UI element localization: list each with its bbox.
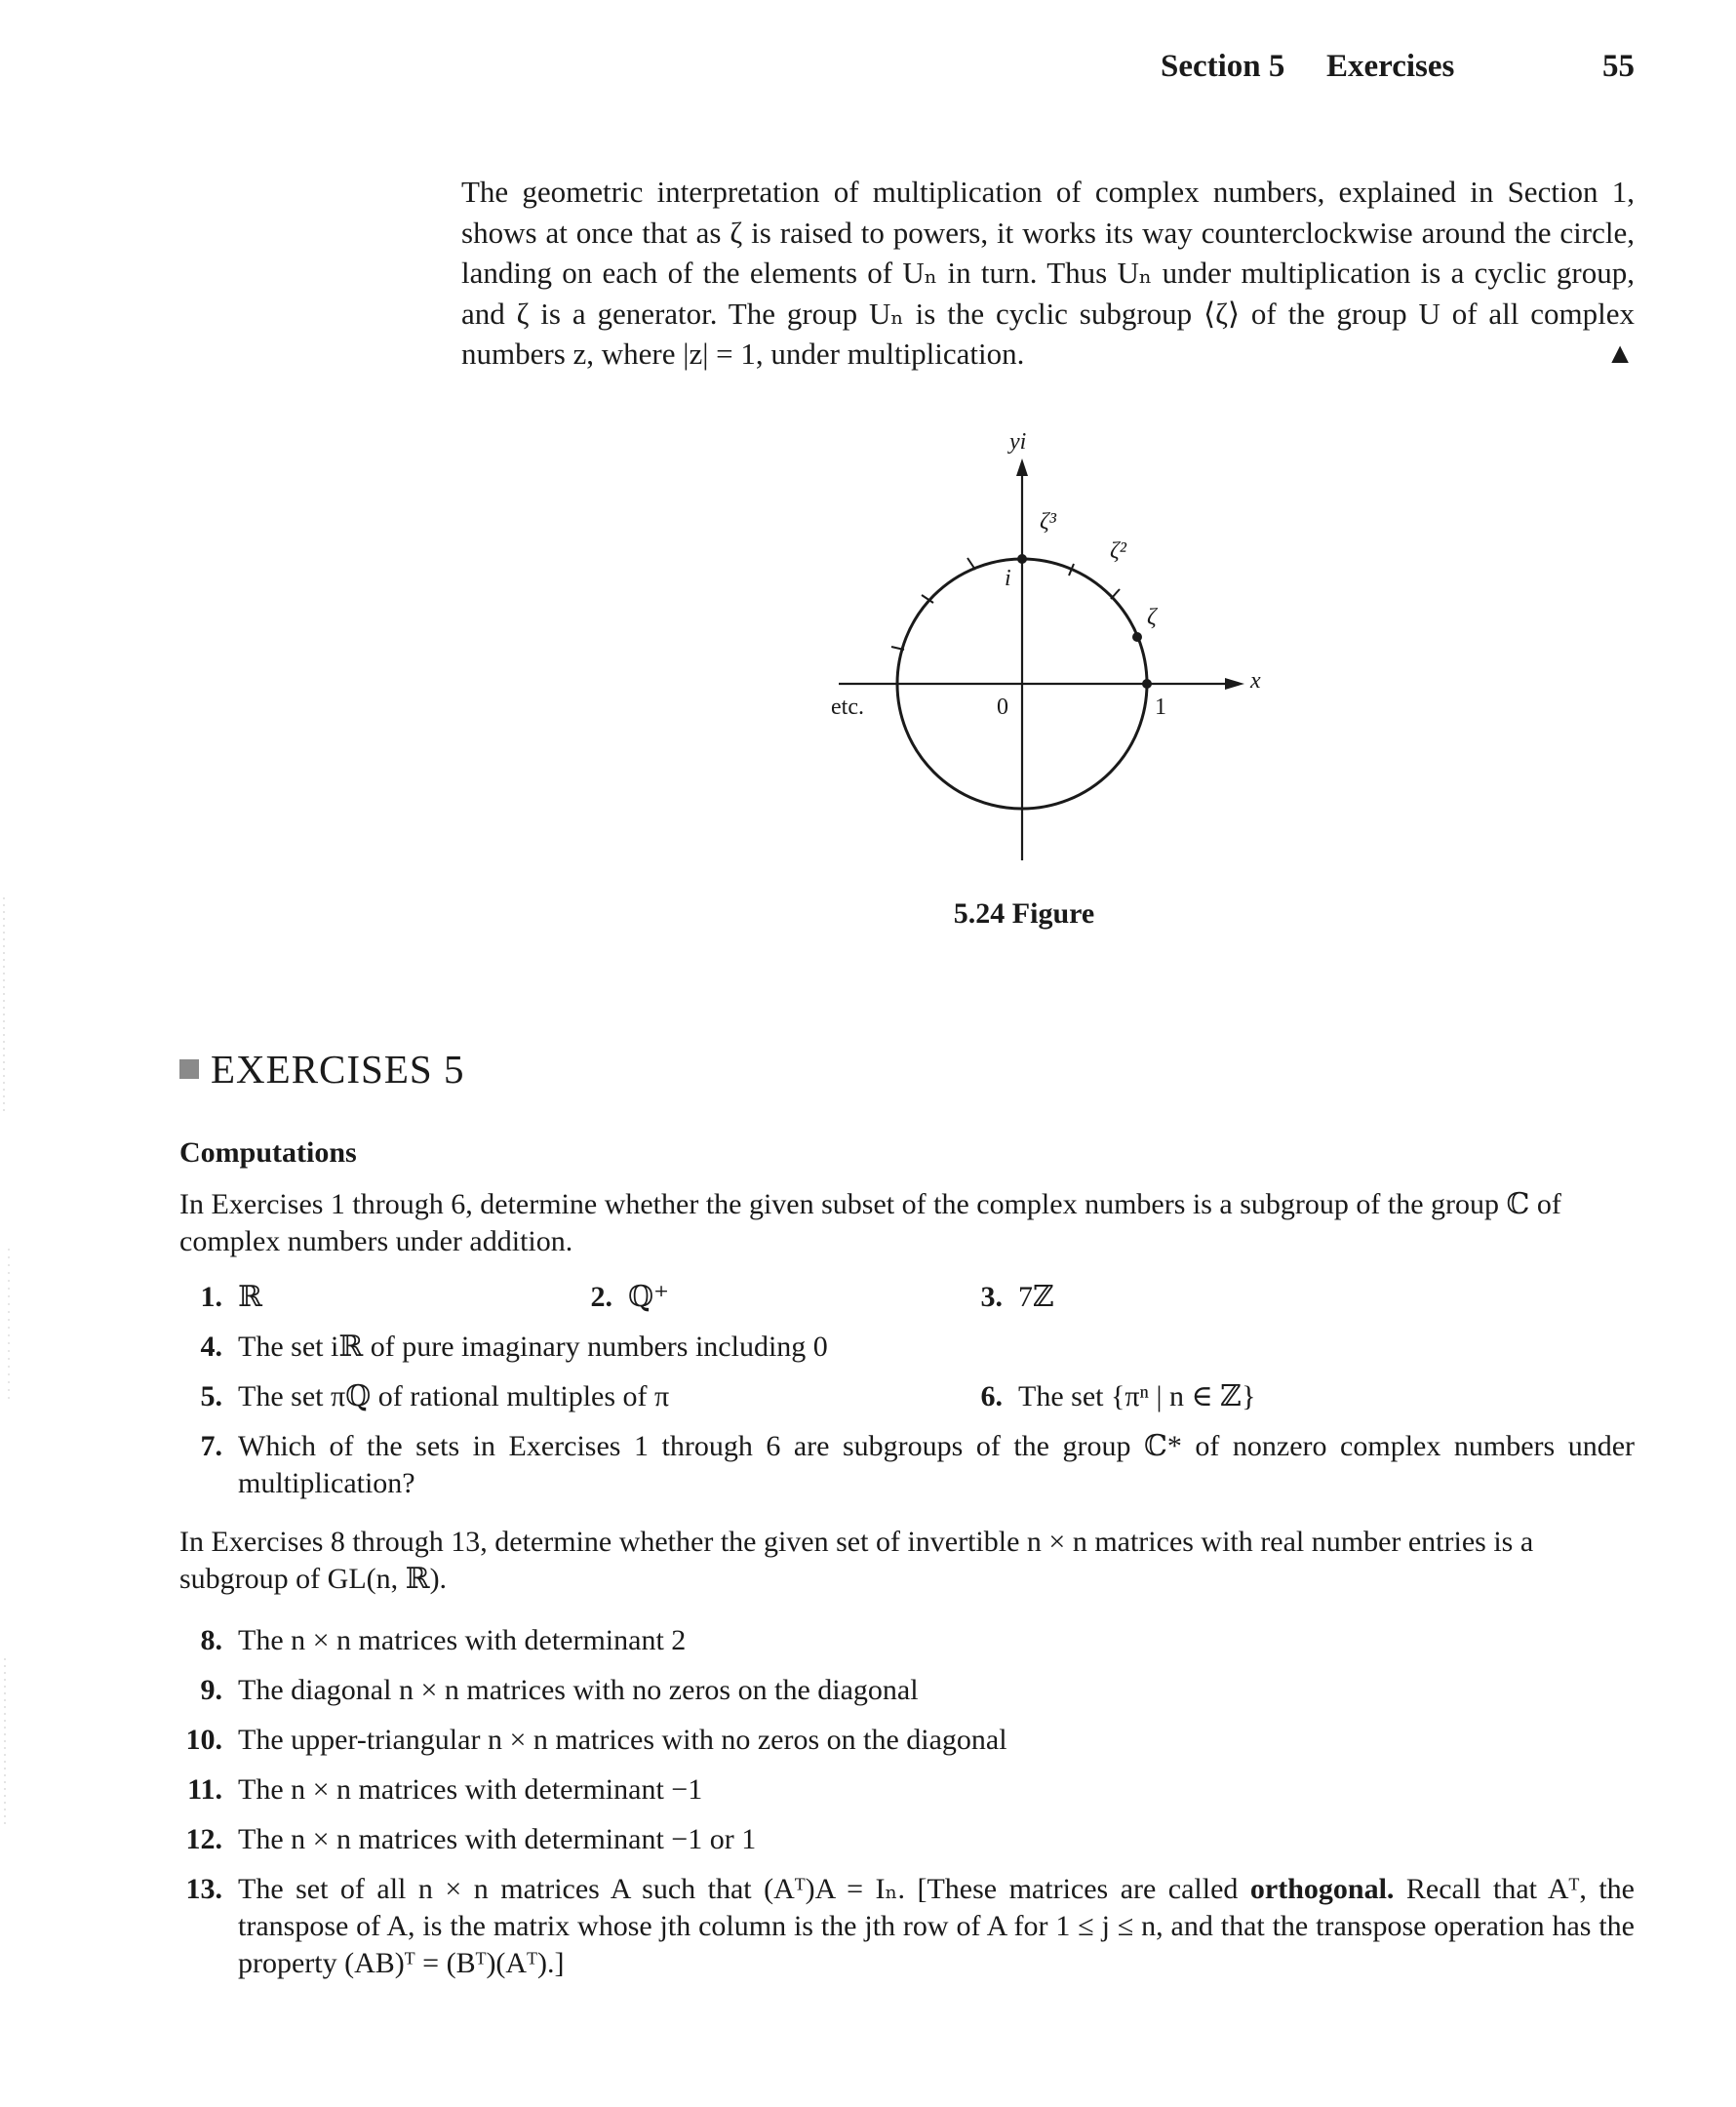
exercise-10 (179, 1722, 1007, 1759)
point-i (1017, 554, 1027, 564)
exercise-number: 12. (185, 1823, 222, 1855)
exercise-5 (179, 1378, 669, 1415)
zeta-squared-label: ζ² (1110, 538, 1126, 564)
exercise-9 (179, 1672, 919, 1709)
exercise-text: 7ℤ (1018, 1281, 1054, 1313)
exercise-2 (570, 1279, 669, 1316)
intro-paragraph (461, 172, 1635, 375)
unit-circle-diagram (809, 419, 1278, 878)
exercise-11 (179, 1771, 702, 1809)
header-title: Exercises (1326, 49, 1455, 84)
etc-label: etc. (831, 695, 864, 720)
exercise-text: The diagonal n × n matrices with no zeros on the diagonal (238, 1674, 919, 1706)
exercise-4 (179, 1329, 828, 1366)
exercise-number: 5. (200, 1380, 222, 1412)
exercise-text: ℝ (238, 1281, 262, 1313)
y-axis-label: yi (1009, 429, 1027, 455)
exercise-12 (179, 1821, 756, 1858)
intro-text: The geometric interpretation of multiplication of complex numbers, explained in Section 1, shows at once that as ζ is raised to powers, it works its way counterclockwise around the circle, landing on each of the elements of Uₙ in turn. Thus Uₙ under multiplication is a cyclic group, and ζ is a generator. The group Uₙ is the cyclic subgroup ⟨ζ⟩ of the group U of all complex numbers z, where |z| = 1, under multiplication. (461, 175, 1635, 371)
exercise-number: 4. (200, 1331, 222, 1363)
instructions-paragraph-1: In Exercises 1 through 6, determine whether the given subset of the complex numbers is a subgroup of the group ℂ of complex numbers under addition. (179, 1188, 1561, 1257)
x-axis-label: x (1250, 668, 1261, 694)
computations-heading: Computations (179, 1136, 357, 1169)
exercise-number: 13. (185, 1873, 222, 1905)
exercise-text: The set iℝ of pure imaginary numbers including 0 (238, 1331, 828, 1363)
instructions-paragraph-2: In Exercises 8 through 13, determine whether the given set of invertible n × n matrices with real number entries is a subgroup of GL(n, ℝ). (179, 1526, 1534, 1595)
running-header (1161, 49, 1635, 94)
y-axis-arrowhead (1016, 458, 1028, 476)
exercise-text-end: Recall that Aᵀ, the transpose of A, is the matrix whose jth column is the jth row of A for 1 ≤ j ≤ n, and that the transpose operation has the property (AB)ᵀ = (Bᵀ)(Aᵀ).] (238, 1873, 1635, 1979)
exercise-text: The upper-triangular n × n matrices with no zeros on the diagonal (238, 1724, 1007, 1756)
exercise-text: The n × n matrices with determinant 2 (238, 1624, 687, 1656)
exercise-text: The n × n matrices with determinant −1 or 1 (238, 1823, 757, 1855)
point-zeta (1132, 632, 1142, 642)
exercise-13 (179, 1871, 1635, 1982)
i-label: i (1005, 566, 1011, 591)
exercises-heading-text: EXERCISES 5 (211, 1047, 465, 1092)
exercises-heading (179, 1046, 464, 1093)
exercise-3 (960, 1279, 1054, 1316)
exercise-number: 6. (980, 1380, 1003, 1412)
exercise-text: The n × n matrices with determinant −1 (238, 1773, 703, 1806)
exercise-number: 8. (200, 1624, 222, 1656)
exercise-text: Which of the sets in Exercises 1 through 6 are subgroups of the group ℂ* of nonzero complex numbers under multiplication? (238, 1430, 1635, 1499)
end-of-example-mark: ▲ (1605, 338, 1635, 370)
zeta-label: ζ (1147, 605, 1157, 630)
exercise-number: 7. (200, 1430, 222, 1462)
exercise-text-start: The set of all n × n matrices A such that (Aᵀ)A = Iₙ. [These matrices are called (238, 1873, 1250, 1905)
exercise-number: 11. (187, 1773, 222, 1806)
unit-circle-figure (809, 419, 1278, 878)
x-axis-arrowhead (1225, 678, 1244, 690)
header-section: Section 5 (1161, 49, 1285, 84)
tick-upper-left (967, 558, 975, 570)
exercise-text: The set {πⁿ | n ∈ ℤ} (1018, 1380, 1256, 1412)
point-one (1142, 679, 1152, 689)
zeta-cubed-label: ζ³ (1040, 509, 1056, 535)
exercise-number: 9. (200, 1674, 222, 1706)
tick-zeta2 (1111, 589, 1120, 599)
scan-margin-marks (0, 897, 14, 1824)
exercise-text: The set πℚ of rational multiples of π (238, 1380, 670, 1412)
exercise-number: 10. (185, 1724, 222, 1756)
exercise-6 (960, 1378, 1255, 1415)
orthogonal-term: orthogonal. (1249, 1873, 1395, 1905)
exercise-number: 2. (590, 1281, 612, 1313)
exercise-number: 3. (980, 1281, 1003, 1313)
exercise-8 (179, 1622, 686, 1659)
exercise-7 (179, 1428, 1635, 1502)
origin-label: 0 (997, 695, 1008, 720)
exercise-text: ℚ⁺ (628, 1281, 669, 1313)
heading-square-icon (179, 1059, 199, 1079)
one-label: 1 (1155, 695, 1166, 720)
exercise-number: 1. (200, 1281, 222, 1313)
exercise-1 (179, 1279, 262, 1316)
figure-caption: 5.24 Figure (953, 897, 1095, 930)
page-number: 55 (1602, 49, 1635, 84)
